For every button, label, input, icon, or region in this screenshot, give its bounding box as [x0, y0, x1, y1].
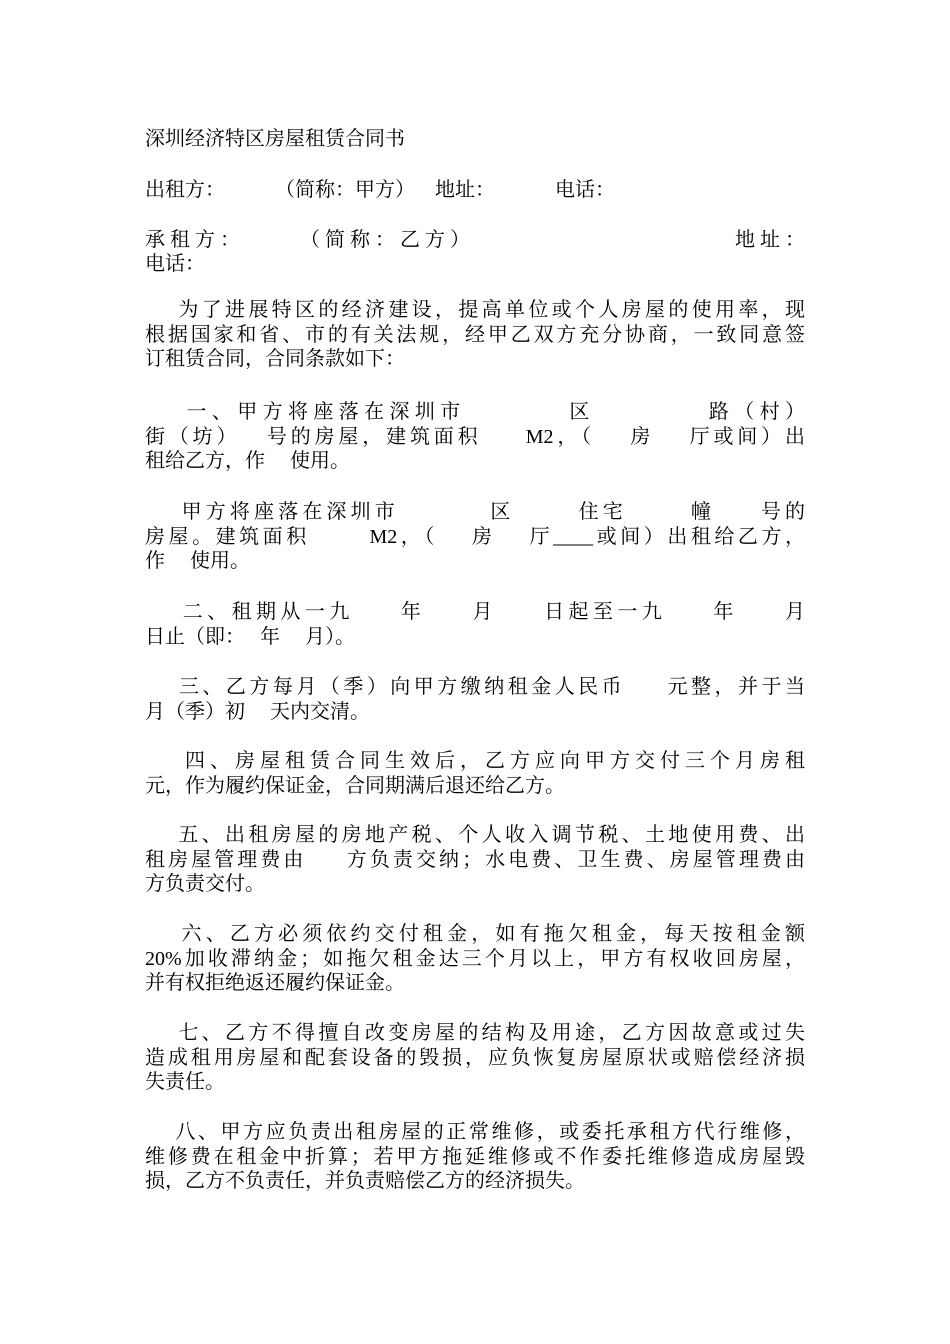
- paragraph-line: 三、乙方每月（季）向甲方缴纳租金人民币 元整，并于当: [145, 676, 805, 698]
- paragraph-line: 失责任。: [145, 1071, 225, 1093]
- lessee-address-label: 地 址 ：: [735, 229, 805, 251]
- paragraph-line: 七、乙方不得擅自改变房屋的结构及用途，乙方因故意或过失: [145, 1022, 805, 1044]
- paragraph-line: 日止（即： 年 月）。: [145, 625, 355, 648]
- lessee-label: 承 租 方 ： （ 简 称 ： 乙 方 ）: [145, 229, 470, 251]
- paragraph-line: 月（季）初 天内交清。: [145, 700, 370, 723]
- paragraph-line: 方负责交付。: [145, 873, 265, 895]
- paragraph-line: 租给乙方，作 使用。: [145, 450, 350, 472]
- paragraph-line: 二、租期从一九 年 月 日起至一九 年 月: [145, 601, 805, 623]
- paragraph-line: 八、甲方应负责出租房屋的正常维修，或委托承租方代行维修，: [145, 1121, 805, 1143]
- clause-4: [145, 749, 805, 798]
- clause-6: [145, 922, 805, 996]
- paragraph-line: 甲方将座落在深圳市 区 住宅 幢 号的: [145, 501, 805, 523]
- lessee-line: [145, 228, 805, 252]
- paragraph-line: 20%加收滞纳金；如拖欠租金达三个月以上，甲方有权收回房屋，: [145, 947, 805, 970]
- clause-2: [145, 600, 805, 649]
- clause-1-alt: [145, 500, 805, 574]
- paragraph-line: 作 使用。: [145, 550, 250, 572]
- lessee-phone-label: 电话：: [145, 253, 205, 275]
- paragraph-line: 街（坊） 号的房屋，建筑面积 M2，（ 房 厅或间）出: [145, 425, 805, 448]
- paragraph-line: 维修费在租金中折算；若甲方拖延维修或不作委托维修造成房屋毁: [145, 1145, 805, 1168]
- paragraph-line: 租房屋管理费由 方负责交纳；水电费、卫生费、房屋管理费由: [145, 848, 805, 871]
- paragraph-line: 房屋。建筑面积 M2，（ 房 厅____或间）出租给乙方，: [145, 525, 805, 548]
- paragraph-line: 一、甲方将座落在深圳市 区 路（村）: [145, 401, 805, 423]
- paragraph-line: 损，乙方不负责任，并负责赔偿乙方的经济损失。: [145, 1170, 585, 1192]
- paragraph-line: 为了进展特区的经济建设，提高单位或个人房屋的使用率，现: [145, 299, 805, 321]
- clause-5: [145, 823, 805, 897]
- paragraph-line: 元，作为履约保证金，合同期满后退还给乙方。: [145, 774, 565, 797]
- paragraph-line: 四、房屋租赁合同生效后，乙方应向甲方交付三个月房租: [145, 750, 805, 772]
- lessor-line: 出租方： （简称：甲方） 地址： 电话：: [145, 179, 615, 201]
- clause-1: [145, 400, 805, 474]
- clause-3: [145, 675, 805, 724]
- clause-7: [145, 1021, 805, 1095]
- intro-paragraph: [145, 298, 805, 372]
- clause-8: [145, 1120, 805, 1194]
- paragraph-line: 并有权拒绝返还履约保证金。: [145, 972, 405, 994]
- paragraph-line: 五、出租房屋的房地产税、个人收入调节税、土地使用费、出: [145, 824, 805, 846]
- paragraph-line: 根据国家和省、市的有关法规，经甲乙双方充分协商，一致同意签: [145, 323, 805, 346]
- paragraph-line: 造成租用房屋和配套设备的毁损，应负恢复房屋原状或赔偿经济损: [145, 1046, 805, 1069]
- document-title: 深圳经济特区房屋租赁合同书: [145, 128, 405, 150]
- paragraph-line: 六、乙方必须依约交付租金，如有拖欠租金，每天按租金额: [145, 923, 805, 945]
- paragraph-line: 订租赁合同，合同条款如下：: [145, 348, 405, 370]
